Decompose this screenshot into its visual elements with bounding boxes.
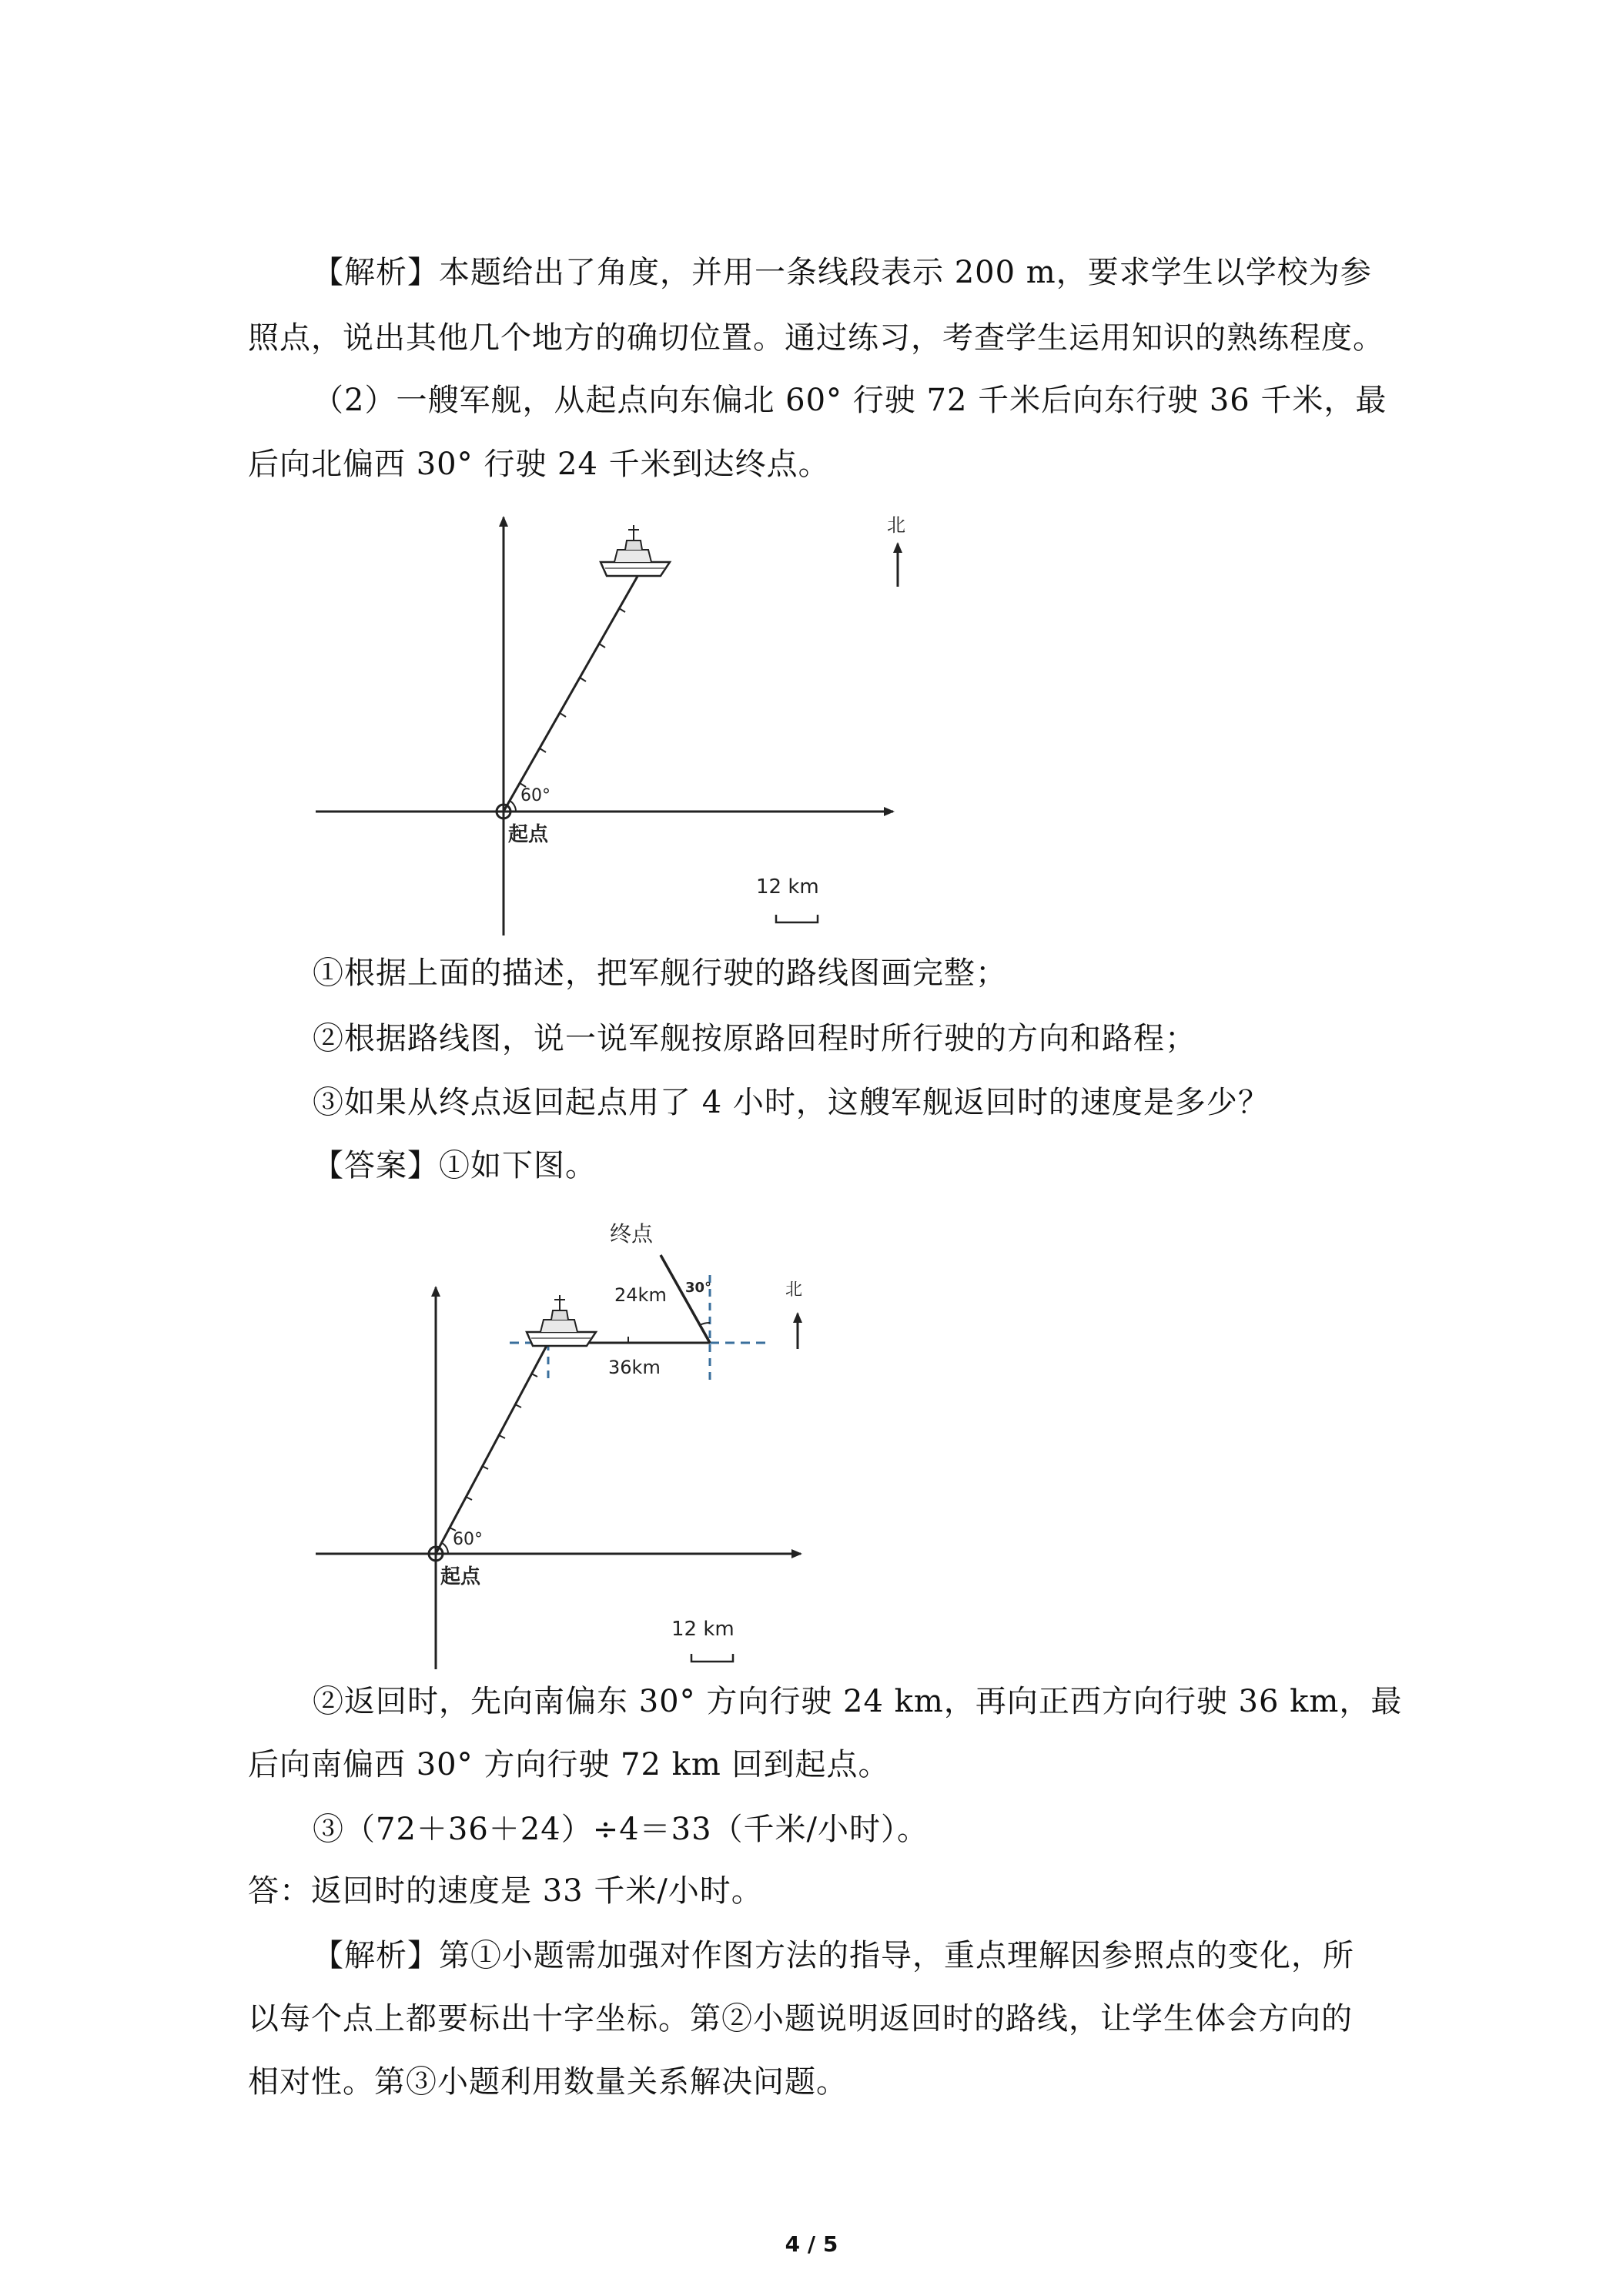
answer-3-formula: ③（72＋36＋24）÷4＝33（千米/小时）。 — [313, 1812, 929, 1847]
angle-label: 60° — [520, 786, 550, 805]
route-segment-72km — [504, 574, 639, 812]
answer-2-line-1: ②返回时，先向南偏东 30° 方向行驶 24 km，再向正西方向行驶 36 km，最 — [313, 1684, 1403, 1719]
route-ticks — [520, 608, 625, 787]
scale-bar — [691, 1654, 733, 1662]
problem-line-1: （2）一艘军舰，从起点向东偏北 60° 行驶 72 千米后向东行驶 36 千米，最 — [313, 383, 1387, 418]
route-figure-1 — [0, 0, 1623, 955]
start-label: 起点 — [440, 1565, 481, 1588]
question-3: ③如果从终点返回起点用了 4 小时，这艘军舰返回时的速度是多少？ — [313, 1085, 1270, 1120]
question-2: ②根据路线图，说一说军舰按原路回程时所行驶的方向和路程； — [313, 1021, 1196, 1056]
answer-heading: 【答案】①如下图。 — [313, 1148, 597, 1183]
route-figure-2 — [0, 1201, 1623, 1694]
question-1: ①根据上面的描述，把军舰行驶的路线图画完整； — [313, 956, 1007, 991]
route-segment-24km — [661, 1255, 710, 1343]
angle30-label: 30° — [685, 1280, 712, 1296]
analysis2-line-3: 相对性。第③小题利用数量关系解决问题。 — [248, 2064, 848, 2100]
dist24-label: 24km — [614, 1284, 667, 1306]
route-ticks — [450, 1374, 537, 1531]
analysis2-line-1: 【解析】第①小题需加强对作图方法的指导，重点理解因参照点的变化，所 — [313, 1938, 1354, 1973]
scale-label: 12 km — [671, 1618, 735, 1641]
north-label: 北 — [785, 1280, 803, 1300]
analysis2-line-2: 以每个点上都要标出十字坐标。第②小题说明返回时的路线，让学生体会方向的 — [248, 2001, 1353, 2037]
north-label: 北 — [887, 514, 905, 536]
problem-line-2: 后向北偏西 30° 行驶 24 千米到达终点。 — [248, 447, 830, 482]
analysis-line-2: 照点，说出其他几个地方的确切位置。通过练习，考查学生运用知识的熟练程度。 — [248, 320, 1384, 356]
scale-label: 12 km — [756, 875, 819, 899]
end-label: 终点 — [610, 1221, 654, 1247]
answer-3-statement: 答：返回时的速度是 33 千米/小时。 — [248, 1873, 763, 1909]
angle-label: 60° — [453, 1530, 483, 1549]
dist36-label: 36km — [608, 1357, 661, 1378]
page-number: 4 / 5 — [785, 2231, 838, 2257]
ship-icon — [601, 525, 670, 576]
scale-bar — [776, 915, 818, 922]
ship-icon — [527, 1295, 596, 1346]
answer-2-line-2: 后向南偏西 30° 方向行驶 72 km 回到起点。 — [248, 1747, 890, 1782]
start-label: 起点 — [508, 823, 549, 846]
angle30-arc — [700, 1323, 710, 1325]
analysis-line-1: 【解析】本题给出了角度，并用一条线段表示 200 m，要求学生以学校为参 — [313, 255, 1372, 290]
